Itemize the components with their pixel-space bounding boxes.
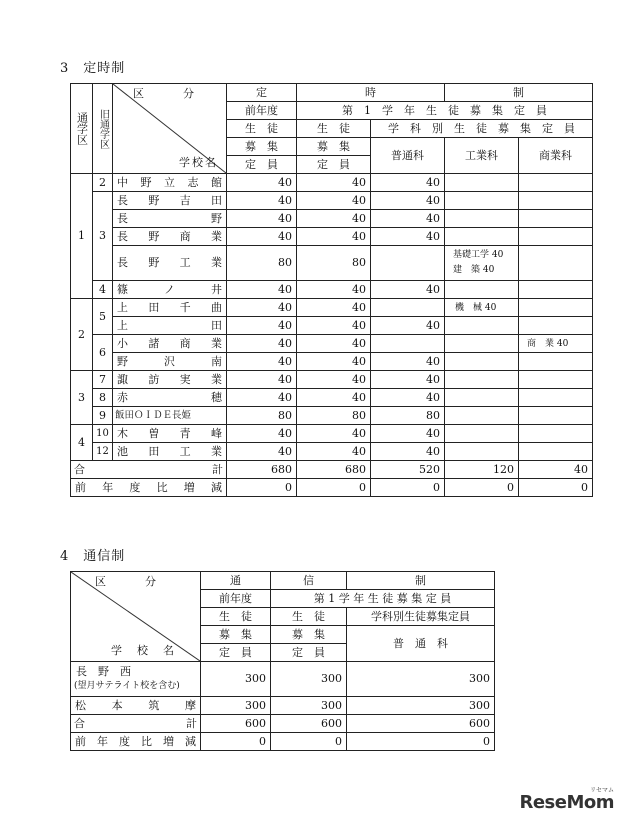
prev-cell: 300 <box>201 662 271 697</box>
futsu-cell: 40 <box>371 353 445 371</box>
shogyo-cell <box>519 317 593 335</box>
kogyo-cell <box>445 192 519 210</box>
first-cell: 40 <box>297 299 371 317</box>
kogyo-cell <box>445 425 519 443</box>
header-boshu2: 募 集 <box>297 138 371 156</box>
header-diagonal-cell <box>71 572 201 662</box>
header-teiin2: 定 員 <box>271 644 347 662</box>
prev-cell: 40 <box>227 210 297 228</box>
prev-cell: 40 <box>227 389 297 407</box>
first-cell: 40 <box>297 389 371 407</box>
school-name: 野沢南 <box>113 353 227 371</box>
diff-futsu: 0 <box>371 479 445 497</box>
table-row <box>71 317 593 335</box>
first-cell: 40 <box>297 210 371 228</box>
kyu-cell: 8 <box>93 389 113 407</box>
prev-cell: 40 <box>227 174 297 192</box>
header-main-2: 信 <box>271 572 347 590</box>
school-name: 長野商業 <box>113 228 227 246</box>
shogyo-cell <box>519 407 593 425</box>
school-name: 諏訪実業 <box>113 371 227 389</box>
first-cell: 40 <box>297 281 371 299</box>
total-label: 合 計 <box>71 461 227 479</box>
first-cell: 40 <box>297 443 371 461</box>
kogyo-cell: 基礎工学 40 建 築 40 <box>445 246 519 281</box>
diff-shogyo: 0 <box>519 479 593 497</box>
kogyo-cell <box>445 228 519 246</box>
diff-kogyo: 0 <box>445 479 519 497</box>
header-tsugaku: 通学区 <box>71 84 93 174</box>
kyu-cell: 12 <box>93 443 113 461</box>
kogyo-cell <box>445 335 519 353</box>
kogyo-cell <box>445 210 519 228</box>
area-cell: 2 <box>71 299 93 371</box>
header-boshu1: 募 集 <box>227 138 297 156</box>
prev-cell: 40 <box>227 335 297 353</box>
futsu-cell: 40 <box>371 443 445 461</box>
futsu-cell: 40 <box>371 192 445 210</box>
shogyo-cell <box>519 353 593 371</box>
total-prev: 680 <box>227 461 297 479</box>
diff-prev: 0 <box>201 733 271 751</box>
total-label: 合 計 <box>71 715 201 733</box>
header-main-1: 通 <box>201 572 271 590</box>
table-row <box>71 371 593 389</box>
first-cell: 40 <box>297 228 371 246</box>
section4-title: 4 通信制 <box>60 549 126 564</box>
school-name: 長 野 西 (望月サテライト校を含む) <box>71 662 201 697</box>
kyu-cell: 4 <box>93 281 113 299</box>
futsu-cell: 40 <box>371 281 445 299</box>
prev-cell: 40 <box>227 371 297 389</box>
prev-cell: 40 <box>227 192 297 210</box>
area-cell: 1 <box>71 174 93 299</box>
diff-prev: 0 <box>227 479 297 497</box>
table-row <box>71 299 593 317</box>
first-cell: 300 <box>271 662 347 697</box>
total-futsu: 600 <box>347 715 495 733</box>
header-shogyo: 商業科 <box>519 138 593 174</box>
shogyo-cell <box>519 389 593 407</box>
diff-label: 前年度比増減 <box>71 479 227 497</box>
correspondence-table <box>70 571 495 751</box>
part-time-table <box>70 83 593 497</box>
total-prev: 600 <box>201 715 271 733</box>
prev-cell: 40 <box>227 353 297 371</box>
futsu-cell: 40 <box>371 389 445 407</box>
area-cell: 3 <box>71 371 93 425</box>
total-first: 680 <box>297 461 371 479</box>
header-zen: 前年度 <box>227 102 297 120</box>
shogyo-cell <box>519 210 593 228</box>
table-row <box>71 353 593 371</box>
header-seito1: 生 徒 <box>201 608 271 626</box>
kyu-cell: 5 <box>93 299 113 335</box>
diff-row <box>71 733 495 751</box>
table-row <box>71 335 593 353</box>
school-name: 上 田 <box>113 317 227 335</box>
futsu-cell <box>371 246 445 281</box>
header-kubun: 区 分 <box>133 87 208 100</box>
first-cell: 40 <box>297 425 371 443</box>
shogyo-cell <box>519 192 593 210</box>
shogyo-cell <box>519 228 593 246</box>
school-name: 木曽青峰 <box>113 425 227 443</box>
header-zen: 前年度 <box>201 590 271 608</box>
header-gakka: 学 科 別 生 徒 募 集 定 員 <box>371 120 593 138</box>
total-shogyo: 40 <box>519 461 593 479</box>
header-seito2: 生 徒 <box>271 608 347 626</box>
table-row <box>71 425 593 443</box>
kogyo-cell: 機 械 40 <box>445 299 519 317</box>
header-seito2: 生 徒 <box>297 120 371 138</box>
table-row <box>71 697 495 715</box>
header-main-1: 定 <box>227 84 297 102</box>
header-main-3: 制 <box>347 572 495 590</box>
first-cell: 40 <box>297 192 371 210</box>
kogyo-cell <box>445 389 519 407</box>
kyu-cell: 3 <box>93 192 113 281</box>
table-row <box>71 662 495 697</box>
first-cell: 40 <box>297 335 371 353</box>
futsu-cell <box>371 335 445 353</box>
header-gakka: 学科別生徒募集定員 <box>347 608 495 626</box>
shogyo-cell <box>519 425 593 443</box>
first-cell: 80 <box>297 246 371 281</box>
diff-first: 0 <box>271 733 347 751</box>
total-first: 600 <box>271 715 347 733</box>
header-diagonal-cell <box>113 84 227 174</box>
table-row <box>71 228 593 246</box>
resemom-logo: リセマム ReseMom <box>519 787 614 813</box>
futsu-cell: 40 <box>371 210 445 228</box>
header-dai1: 第 1 学 年 生 徒 募 集 定 員 <box>297 102 593 120</box>
header-teiin1: 定 員 <box>227 156 297 174</box>
kogyo-cell <box>445 174 519 192</box>
total-row <box>71 461 593 479</box>
header-kogyo: 工業科 <box>445 138 519 174</box>
shogyo-cell <box>519 299 593 317</box>
school-name: 篠ノ井 <box>113 281 227 299</box>
shogyo-cell <box>519 443 593 461</box>
prev-cell: 300 <box>201 697 271 715</box>
kogyo-cell <box>445 281 519 299</box>
table-row <box>71 210 593 228</box>
shogyo-cell <box>519 281 593 299</box>
kyu-cell: 10 <box>93 425 113 443</box>
table-row <box>71 389 593 407</box>
kogyo-cell <box>445 371 519 389</box>
school-name: 長野吉田 <box>113 192 227 210</box>
total-futsu: 520 <box>371 461 445 479</box>
school-name: 上田千曲 <box>113 299 227 317</box>
header-seito1: 生 徒 <box>227 120 297 138</box>
school-name: 池田工業 <box>113 443 227 461</box>
futsu-cell: 40 <box>371 174 445 192</box>
futsu-cell: 300 <box>347 662 495 697</box>
diff-row <box>71 479 593 497</box>
table-row <box>71 407 593 425</box>
kyu-cell: 7 <box>93 371 113 389</box>
first-cell: 40 <box>297 174 371 192</box>
header-futsu: 普通科 <box>371 138 445 174</box>
header-kubun: 区 分 <box>95 575 170 588</box>
prev-cell: 80 <box>227 246 297 281</box>
school-name: 飯田ＯＩＤＥ長姫 <box>113 407 227 425</box>
table-row <box>71 281 593 299</box>
section3-title: 3 定時制 <box>60 61 126 76</box>
total-kogyo: 120 <box>445 461 519 479</box>
header-main-3: 制 <box>445 84 593 102</box>
total-row <box>71 715 495 733</box>
futsu-cell: 40 <box>371 317 445 335</box>
header-main-2: 時 <box>297 84 445 102</box>
diff-label: 前年度比増減 <box>71 733 201 751</box>
area-cell: 4 <box>71 425 93 461</box>
header-school: 学校名 <box>179 156 218 169</box>
header-kyu: 旧通学区 <box>93 84 113 174</box>
prev-cell: 40 <box>227 425 297 443</box>
first-cell: 40 <box>297 353 371 371</box>
shogyo-cell <box>519 246 593 281</box>
shogyo-cell <box>519 174 593 192</box>
school-name: 長 野 <box>113 210 227 228</box>
prev-cell: 40 <box>227 443 297 461</box>
header-school: 学 校 名 <box>111 644 176 657</box>
header-dai1: 第 1 学 年 生 徒 募 集 定 員 <box>271 590 495 608</box>
table-row <box>71 174 593 192</box>
header-teiin2: 定 員 <box>297 156 371 174</box>
shogyo-cell <box>519 371 593 389</box>
kyu-cell: 9 <box>93 407 113 425</box>
prev-cell: 40 <box>227 317 297 335</box>
kogyo-cell <box>445 353 519 371</box>
first-cell: 80 <box>297 407 371 425</box>
futsu-cell: 80 <box>371 407 445 425</box>
prev-cell: 40 <box>227 299 297 317</box>
header-futsu: 普 通 科 <box>347 626 495 662</box>
futsu-cell: 40 <box>371 228 445 246</box>
shogyo-cell: 商 業 40 <box>519 335 593 353</box>
kyu-cell: 6 <box>93 335 113 371</box>
futsu-cell <box>371 299 445 317</box>
table-row <box>71 246 593 281</box>
futsu-cell: 300 <box>347 697 495 715</box>
school-name: 赤 穂 <box>113 389 227 407</box>
prev-cell: 40 <box>227 228 297 246</box>
futsu-cell: 40 <box>371 425 445 443</box>
prev-cell: 80 <box>227 407 297 425</box>
school-name: 小諸商業 <box>113 335 227 353</box>
prev-cell: 40 <box>227 281 297 299</box>
kogyo-cell <box>445 317 519 335</box>
school-name: 中野立志館 <box>113 174 227 192</box>
first-cell: 40 <box>297 317 371 335</box>
first-cell: 300 <box>271 697 347 715</box>
header-boshu2: 募 集 <box>271 626 347 644</box>
table-row <box>71 192 593 210</box>
kogyo-cell <box>445 407 519 425</box>
table-row <box>71 443 593 461</box>
kogyo-cell <box>445 443 519 461</box>
school-name: 松 本 筑 摩 <box>71 697 201 715</box>
diff-first: 0 <box>297 479 371 497</box>
school-name: 長野工業 <box>113 246 227 281</box>
kyu-cell: 2 <box>93 174 113 192</box>
header-teiin1: 定 員 <box>201 644 271 662</box>
header-boshu1: 募 集 <box>201 626 271 644</box>
futsu-cell: 40 <box>371 371 445 389</box>
diff-futsu: 0 <box>347 733 495 751</box>
first-cell: 40 <box>297 371 371 389</box>
